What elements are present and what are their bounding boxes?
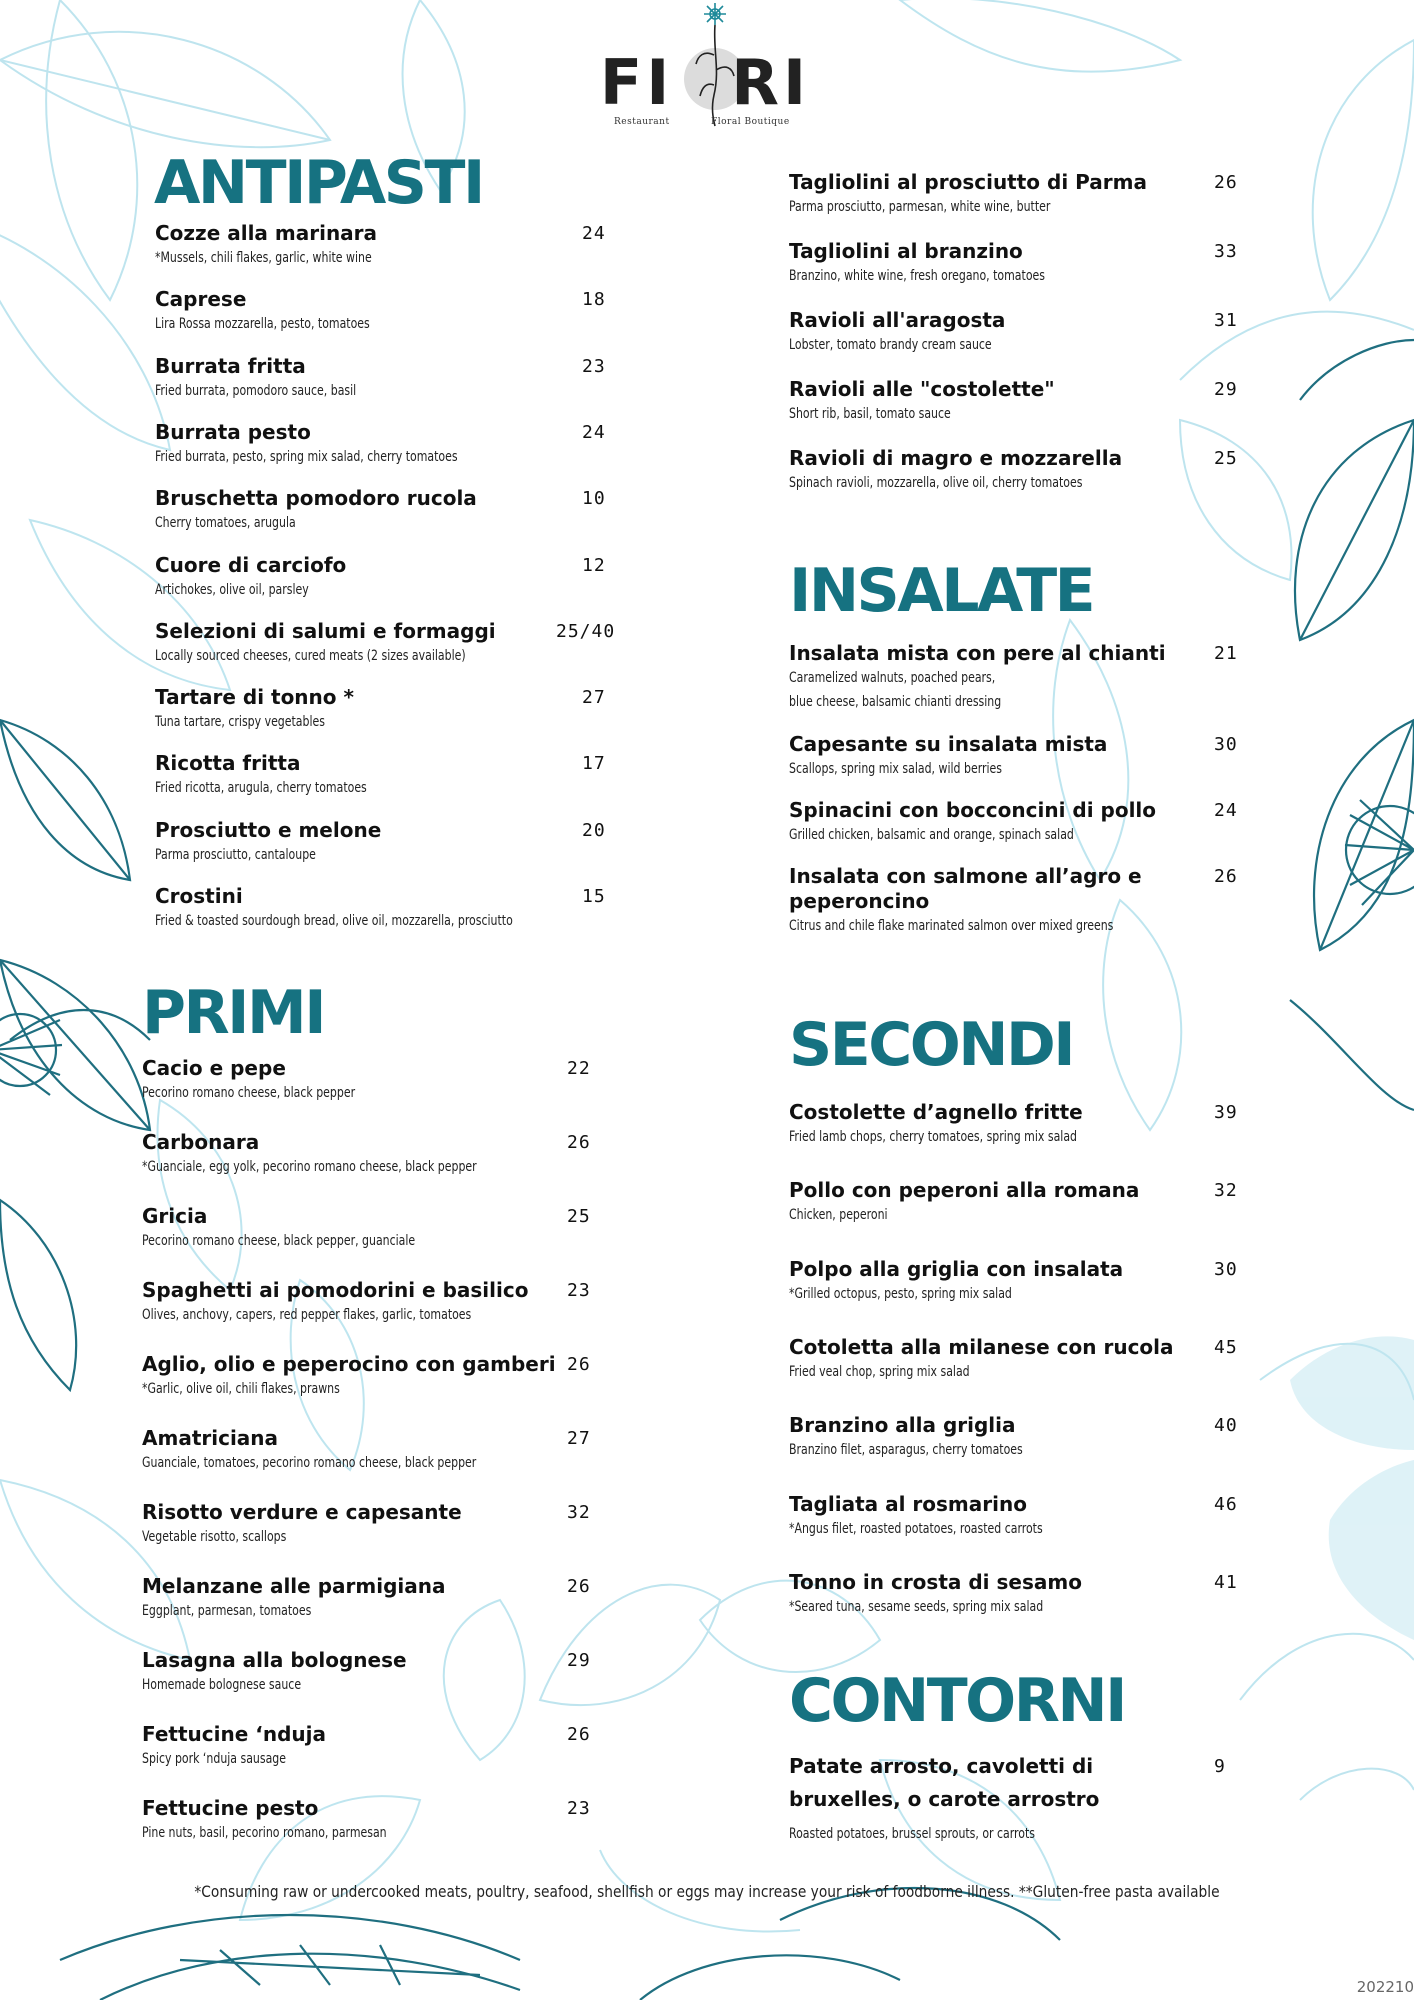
menu-item-name: Cuore di carciofo bbox=[155, 552, 347, 577]
menu-item-name: Tonno in crosta di sesamo bbox=[789, 1569, 1082, 1594]
menu-item-name: Carbonara bbox=[142, 1130, 260, 1154]
menu-item-description: Scallops, spring mix salad, wild berries bbox=[789, 761, 1002, 777]
menu-item-name: Crostini bbox=[155, 884, 243, 908]
menu-item bbox=[789, 1491, 1238, 1541]
menu-item-description: Parma prosciutto, cantaloupe bbox=[155, 846, 316, 863]
menu-item bbox=[142, 1204, 591, 1253]
menu-item-name: Tartare di tonno * bbox=[155, 685, 354, 710]
menu-item-price: 30 bbox=[1214, 1258, 1238, 1280]
section-heading-primi: PRIMI bbox=[142, 978, 325, 1048]
menu-item-description: Lira Rossa mozzarella, pesto, tomatoes bbox=[155, 316, 370, 333]
menu-item-description: Caramelized walnuts, poached pears, bbox=[789, 670, 996, 686]
menu-item bbox=[142, 1278, 591, 1327]
menu-item bbox=[789, 1413, 1238, 1462]
menu-item-name: Ricotta fritta bbox=[155, 751, 301, 776]
menu-item-price: 41 bbox=[1214, 1571, 1238, 1593]
menu-item-price: 26 bbox=[1214, 866, 1238, 887]
menu-item-description: Vegetable risotto, scallops bbox=[142, 1529, 287, 1545]
menu-item-price: 20 bbox=[582, 819, 606, 841]
menu-item-name: Burrata pesto bbox=[155, 419, 311, 444]
menu-item-name-line2: bruxelles, o carote arrostro bbox=[789, 1787, 1100, 1811]
logo-tag-boutique: Floral Boutique bbox=[711, 117, 790, 127]
menu-item bbox=[155, 817, 606, 867]
menu-item bbox=[155, 353, 606, 403]
menu-item-description: Parma prosciutto, parmesan, white wine, butter bbox=[789, 199, 1051, 215]
menu-item bbox=[142, 1426, 591, 1475]
menu-item bbox=[142, 1574, 591, 1623]
menu-item-price: 27 bbox=[567, 1428, 591, 1449]
menu-item-name: Polpo alla griglia con insalata bbox=[789, 1256, 1124, 1281]
menu-item-description: Short rib, basil, tomato sauce bbox=[789, 406, 951, 422]
menu-item-name: Ravioli all'aragosta bbox=[789, 308, 1006, 332]
menu-item-description: *Seared tuna, sesame seeds, spring mix salad bbox=[789, 1598, 1044, 1615]
menu-item-name: Ravioli alle "costolette" bbox=[789, 377, 1055, 401]
menu-item-name: Fettucine ‘nduja bbox=[142, 1722, 326, 1746]
menu-item-price: 29 bbox=[567, 1650, 591, 1671]
menu-item bbox=[142, 1130, 591, 1179]
menu-item-price: 23 bbox=[582, 355, 606, 377]
menu-item-description: Fried burrata, pesto, spring mix salad, cherry tomatoes bbox=[155, 448, 458, 465]
menu-item-price: 45 bbox=[1214, 1336, 1238, 1358]
menu-item-description: Branzino, white wine, fresh oregano, tomatoes bbox=[789, 268, 1045, 284]
section-heading-antipasti: ANTIPASTI bbox=[154, 148, 483, 218]
menu-item bbox=[789, 170, 1238, 219]
menu-item bbox=[789, 1334, 1238, 1384]
menu-item-price: 25 bbox=[1214, 448, 1238, 469]
menu-item bbox=[155, 552, 606, 602]
menu-item bbox=[789, 1256, 1238, 1306]
menu-item bbox=[155, 419, 606, 469]
menu-item bbox=[789, 377, 1238, 426]
menu-item-description: *Grilled octopus, pesto, spring mix salad bbox=[789, 1285, 1012, 1302]
flower-stem-icon bbox=[680, 0, 750, 128]
menu-item bbox=[789, 239, 1238, 288]
logo-tag-restaurant: Restaurant bbox=[614, 117, 670, 127]
menu-item-name: Cacio e pepe bbox=[142, 1056, 286, 1080]
menu-item bbox=[789, 798, 1238, 847]
menu-item bbox=[789, 641, 1238, 714]
menu-item-description: Eggplant, parmesan, tomatoes bbox=[142, 1603, 312, 1619]
menu-item-price: 24 bbox=[582, 421, 606, 443]
menu-item-description: Tuna tartare, crispy vegetables bbox=[155, 714, 325, 731]
menu-item-name: Capesante su insalata mista bbox=[789, 732, 1108, 756]
menu-item-price: 39 bbox=[1214, 1102, 1238, 1123]
menu-item-price: 15 bbox=[582, 886, 606, 907]
menu-item-name: Ravioli di magro e mozzarella bbox=[789, 446, 1123, 470]
menu-item-name: Tagliata al rosmarino bbox=[789, 1491, 1027, 1516]
menu-item-name: Spinacini con bocconcini di pollo bbox=[789, 798, 1157, 822]
menu-item-description: *Guanciale, egg yolk, pecorino romano cheese, black pepper bbox=[142, 1159, 477, 1175]
menu-item bbox=[142, 1722, 591, 1771]
menu-item bbox=[142, 1352, 591, 1401]
menu-item bbox=[142, 1796, 591, 1845]
menu-item-name: Tagliolini al prosciutto di Parma bbox=[789, 170, 1147, 194]
menu-item-name: Risotto verdure e capesante bbox=[142, 1500, 462, 1524]
menu-item-price: 30 bbox=[1214, 734, 1238, 755]
menu-item-price: 24 bbox=[1214, 800, 1238, 821]
menu-item-description: Guanciale, tomatoes, pecorino romano cheese, black pepper bbox=[142, 1455, 477, 1471]
menu-item bbox=[155, 287, 606, 336]
menu-item bbox=[142, 1500, 591, 1549]
menu-item-name: Spaghetti ai pomodorini e basilico bbox=[142, 1278, 529, 1302]
menu-item-name: Burrata fritta bbox=[155, 353, 306, 378]
menu-item-price: 46 bbox=[1214, 1493, 1238, 1515]
menu-item-description: Pine nuts, basil, pecorino romano, parmesan bbox=[142, 1825, 387, 1841]
menu-item-description: Citrus and chile flake marinated salmon over mixed greens bbox=[789, 918, 1114, 934]
menu-item bbox=[155, 685, 606, 734]
menu-item-description: *Garlic, olive oil, chili flakes, prawns bbox=[142, 1381, 340, 1397]
menu-item-price: 10 bbox=[582, 488, 606, 510]
menu-item bbox=[789, 1100, 1238, 1149]
menu-item-price: 23 bbox=[567, 1798, 591, 1819]
menu-item-name: Insalata con salmone all’agro e bbox=[789, 864, 1142, 888]
menu-item-price: 40 bbox=[1214, 1415, 1238, 1437]
section-heading-contorni: CONTORNI bbox=[789, 1666, 1125, 1736]
menu-item-description: Locally sourced cheeses, cured meats (2 sizes available) bbox=[155, 647, 466, 664]
menu-item-price: 26 bbox=[567, 1724, 591, 1745]
menu-item-name: Insalata mista con pere al chianti bbox=[789, 641, 1166, 665]
menu-item bbox=[155, 486, 606, 535]
menu-item-description: *Angus filet, roasted potatoes, roasted carrots bbox=[789, 1520, 1043, 1537]
menu-item bbox=[142, 1056, 591, 1105]
section-heading-secondi: SECONDI bbox=[789, 1010, 1074, 1080]
menu-item-description: Branzino filet, asparagus, cherry tomatoes bbox=[789, 1442, 1023, 1459]
menu-item-price: 32 bbox=[567, 1502, 591, 1523]
menu-item-price: 26 bbox=[567, 1132, 591, 1153]
menu-item bbox=[789, 1569, 1238, 1619]
menu-item bbox=[155, 221, 606, 270]
menu-item-price: 31 bbox=[1214, 310, 1238, 331]
menu-item-description: Homemade bolognese sauce bbox=[142, 1677, 302, 1693]
allergy-footnote: *Consuming raw or undercooked meats, poultry, seafood, shellfish or eggs may increase your risk of foodborne illness. **Gluten-free pasta available bbox=[194, 1882, 1220, 1901]
menu-item-description: Pecorino romano cheese, black pepper, guanciale bbox=[142, 1233, 416, 1249]
menu-item-name: Lasagna alla bolognese bbox=[142, 1648, 407, 1672]
menu-item-name: Pollo con peperoni alla romana bbox=[789, 1178, 1140, 1203]
menu-item-description: Fried & toasted sourdough bread, olive oil, mozzarella, prosciutto bbox=[155, 913, 513, 929]
menu-item-description: Pecorino romano cheese, black pepper bbox=[142, 1085, 356, 1101]
menu-item-price: 25 bbox=[567, 1206, 591, 1227]
menu-item bbox=[789, 1178, 1238, 1227]
menu-item-price: 29 bbox=[1214, 379, 1238, 400]
menu-item bbox=[789, 1754, 1226, 1846]
logo-name-left: FI bbox=[599, 46, 674, 119]
menu-item-price: 27 bbox=[582, 687, 606, 709]
menu-item-price: 22 bbox=[567, 1058, 591, 1079]
section-heading-insalate: INSALATE bbox=[789, 556, 1094, 626]
menu-item bbox=[155, 884, 606, 933]
menu-item-name: Patate arrosto, cavoletti di bbox=[789, 1754, 1094, 1778]
menu-item-name: Branzino alla griglia bbox=[789, 1413, 1016, 1438]
menu-item-price: 24 bbox=[582, 223, 606, 244]
menu-item-price: 17 bbox=[582, 753, 606, 775]
restaurant-logo bbox=[560, 0, 850, 135]
menu-item-name: Tagliolini al branzino bbox=[789, 239, 1023, 263]
menu-item-name-line2: peperoncino bbox=[789, 889, 930, 913]
menu-item-price: 18 bbox=[582, 289, 606, 311]
menu-item-description: Fried lamb chops, cherry tomatoes, spring mix salad bbox=[789, 1129, 1078, 1145]
menu-item bbox=[155, 618, 616, 668]
menu-item-name: Amatriciana bbox=[142, 1426, 279, 1450]
menu-item-description: Spicy pork ‘nduja sausage bbox=[142, 1751, 287, 1767]
menu-item-description: Olives, anchovy, capers, red pepper flakes, garlic, tomatoes bbox=[142, 1307, 472, 1323]
menu-item-description: *Mussels, chili flakes, garlic, white wine bbox=[155, 250, 372, 266]
menu-item bbox=[789, 308, 1238, 357]
menu-item-description: Fried veal chop, spring mix salad bbox=[789, 1363, 970, 1380]
menu-item-name: Gricia bbox=[142, 1204, 208, 1228]
menu-item-price: 12 bbox=[582, 554, 606, 576]
menu-item-price: 21 bbox=[1214, 643, 1238, 664]
menu-item-description: Chicken, peperoni bbox=[789, 1207, 888, 1224]
menu-item-description-line2: blue cheese, balsamic chianti dressing bbox=[789, 694, 1002, 710]
menu-item bbox=[789, 864, 1238, 938]
menu-item-name: Cotoletta alla milanese con rucola bbox=[789, 1334, 1174, 1359]
menu-item-price: 25/40 bbox=[556, 620, 616, 642]
menu-item-name: Melanzane alle parmigiana bbox=[142, 1574, 446, 1598]
menu-item-description: Fried burrata, pomodoro sauce, basil bbox=[155, 382, 357, 399]
menu-item-price: 26 bbox=[567, 1354, 591, 1375]
menu-item-name: Aglio, olio e peperocino con gamberi bbox=[142, 1352, 556, 1376]
menu-item-price: 23 bbox=[567, 1280, 591, 1301]
menu-item bbox=[789, 732, 1238, 781]
menu-item-price: 26 bbox=[567, 1576, 591, 1597]
menu-item-name: Selezioni di salumi e formaggi bbox=[155, 618, 496, 643]
menu-item-description: Roasted potatoes, brussel sprouts, or carrots bbox=[789, 1826, 1036, 1842]
menu-item-name: Bruschetta pomodoro rucola bbox=[155, 486, 477, 511]
menu-item-name: Caprese bbox=[155, 287, 247, 312]
menu-item-price: 26 bbox=[1214, 172, 1238, 193]
menu-item-description: Spinach ravioli, mozzarella, olive oil, cherry tomatoes bbox=[789, 475, 1083, 491]
menu-item-description: Lobster, tomato brandy cream sauce bbox=[789, 337, 992, 353]
menu-item-description: Artichokes, olive oil, parsley bbox=[155, 581, 309, 598]
version-stamp: 202210 bbox=[1356, 1978, 1414, 1996]
menu-item-name: Costolette d’agnello fritte bbox=[789, 1100, 1083, 1124]
menu-item-description: Cherry tomatoes, arugula bbox=[155, 515, 296, 532]
menu-item-name: Cozze alla marinara bbox=[155, 221, 378, 245]
menu-item bbox=[142, 1648, 591, 1697]
menu-item-price: 9 bbox=[1214, 1756, 1226, 1777]
menu-item-description: Grilled chicken, balsamic and orange, spinach salad bbox=[789, 827, 1074, 843]
menu-item-description: Fried ricotta, arugula, cherry tomatoes bbox=[155, 780, 367, 797]
menu-item-price: 32 bbox=[1214, 1180, 1238, 1202]
menu-item-name: Prosciutto e melone bbox=[155, 817, 382, 842]
menu-item-price: 33 bbox=[1214, 241, 1238, 262]
logo-name-right: RI bbox=[731, 46, 811, 119]
menu-item bbox=[155, 751, 606, 800]
menu-item bbox=[789, 446, 1238, 495]
menu-item-name: Fettucine pesto bbox=[142, 1796, 319, 1820]
